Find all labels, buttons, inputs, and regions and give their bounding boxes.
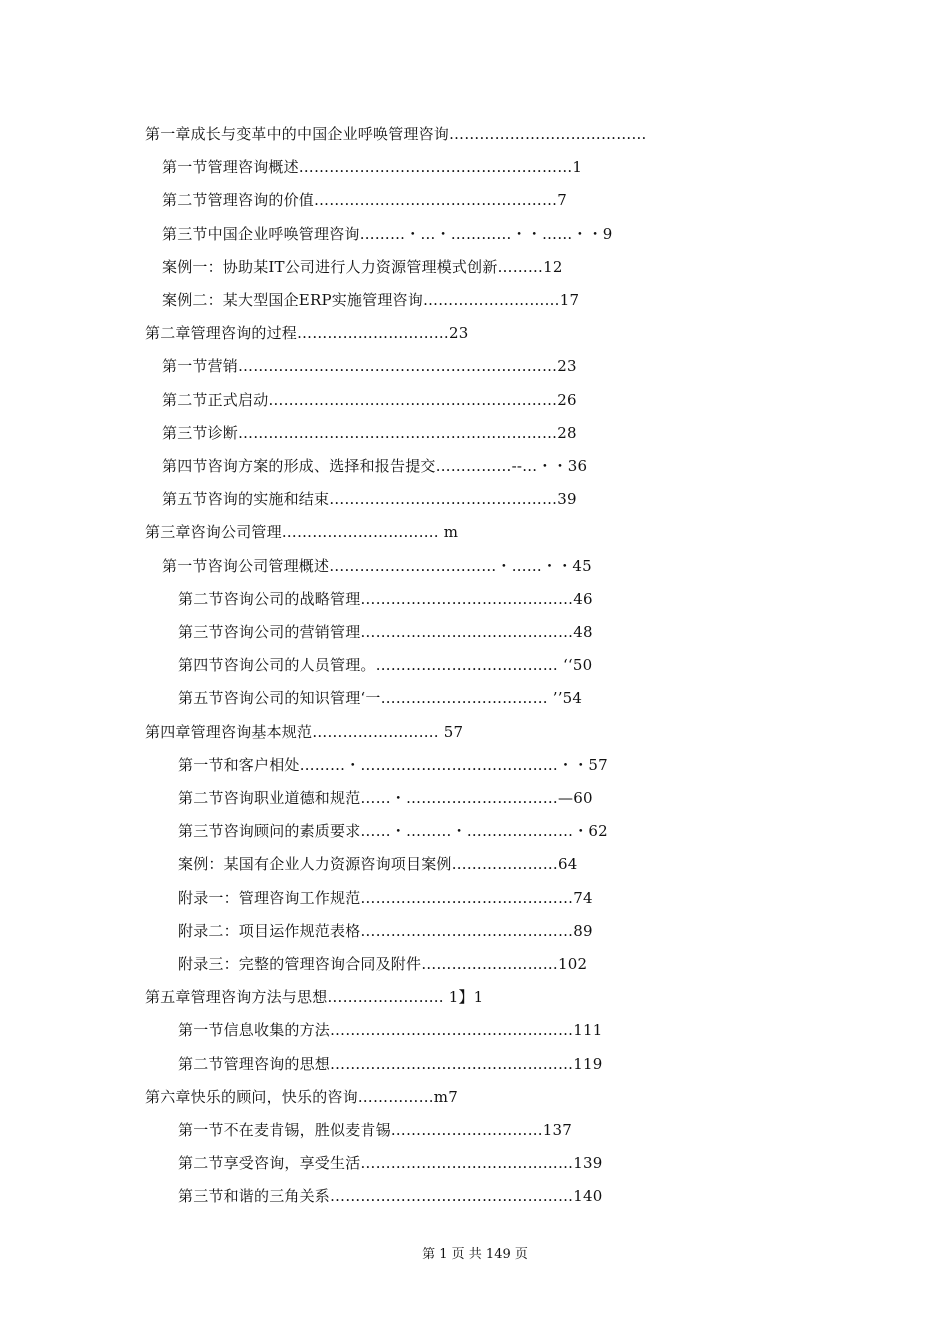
toc-line: 第三节诊断………………………………………………………28	[162, 423, 577, 442]
toc-line: 第一节信息收集的方法…………………………………………111	[178, 1021, 603, 1040]
toc-line: 第一节和客户相处………・…………………………………・・57	[178, 755, 608, 774]
page-number: 第 1 页 共 149 页	[422, 1247, 528, 1262]
toc-line: 第一节管理咨询概述………………………………………………1	[162, 158, 583, 177]
toc-line: 第五节咨询公司的知识管理‘一…………………………… ’’54	[178, 689, 583, 708]
toc-line: 第一章成长与变革中的中国企业呼唤管理咨询…………………………………	[145, 125, 647, 143]
toc-line: 第三节中国企业呼唤管理咨询………・…・…………・・……・・9	[162, 224, 613, 243]
toc-line: 第二节管理咨询的价值…………………………………………7	[162, 191, 567, 210]
toc-line: 第一节营销………………………………………………………23	[162, 357, 577, 376]
toc-line: 第二节咨询公司的战略管理……………………………………46	[178, 589, 593, 608]
toc-line: 第三节和谐的三角关系…………………………………………140	[178, 1187, 603, 1206]
toc-line: 第二节正式启动…………………………………………………26	[162, 390, 577, 409]
toc-line: 第三节咨询顾问的素质要求……・………・…………………・62	[178, 822, 608, 841]
toc-line: 第二章管理咨询的过程…………………………23	[145, 324, 469, 343]
toc-line: 第四章管理咨询基本规范……………………. 57	[145, 722, 464, 741]
toc-line: 案例二：某大型国企ERP实施管理咨询………………………17	[162, 291, 580, 309]
toc-line: 第二节咨询职业道德和规范……・…………………………—60	[178, 789, 593, 807]
toc-line: 第五章管理咨询方法与思想………………….. 1】1	[145, 988, 484, 1007]
page-footer	[0, 1246, 950, 1264]
toc-line: 第四节咨询公司的人员管理。……………………………… ‘‘50	[178, 656, 593, 675]
toc-line: 第二节管理咨询的思想…………………………………………119	[178, 1054, 603, 1073]
toc-line: 附录三：完整的管理咨询合同及附件………………………102	[178, 955, 588, 973]
toc-line: 附录二：项目运作规范表格……………………………………89	[178, 921, 593, 940]
toc-line: 案例：某国有企业人力资源咨询项目案例…………………64	[178, 855, 578, 874]
toc-line: 第五节咨询的实施和结束………………………………………39	[162, 490, 577, 509]
toc-line: 附录一：管理咨询工作规范……………………………………74	[178, 888, 593, 907]
toc-line: 案例一：协助某IT公司进行人力资源管理模式创新………12	[162, 257, 563, 276]
toc-line: 第六章快乐的顾问，快乐的咨询……………m7	[145, 1087, 458, 1106]
toc-line: 第一节咨询公司管理概述……………………………・……・・45	[162, 556, 592, 575]
toc-line: 第四节咨询方案的形成、选择和报告提交……………--…・・36	[162, 457, 588, 475]
toc-line: 第二节享受咨询，享受生活……………………………………139	[178, 1154, 603, 1173]
toc-line: 第一节不在麦肯锡，胜似麦肯锡…………………………137	[178, 1121, 573, 1139]
toc-line: 第三章咨询公司管理…………………………. m	[145, 523, 459, 542]
toc-line: 第三节咨询公司的营销管理……………………………………48	[178, 623, 593, 641]
